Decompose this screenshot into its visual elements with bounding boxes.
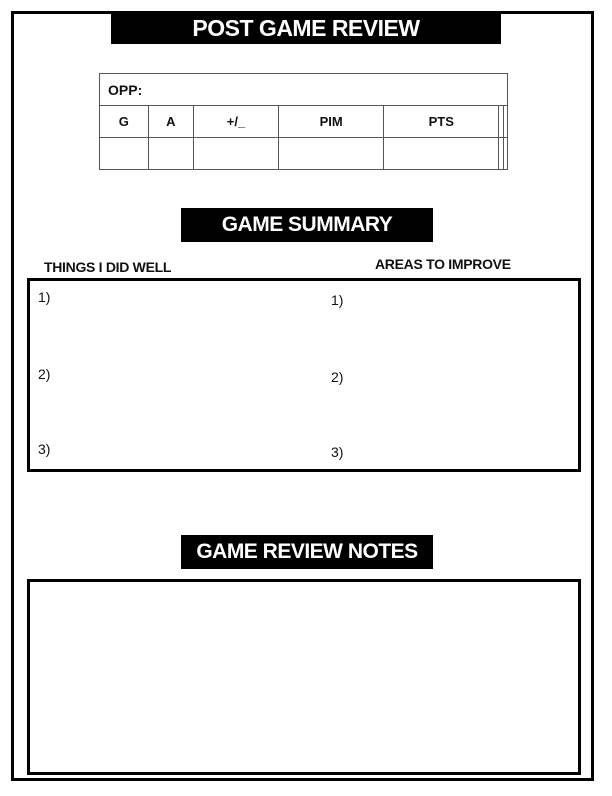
- col-header-assists: A: [148, 106, 193, 138]
- things-did-well-label: THINGS I DID WELL: [44, 259, 172, 275]
- did-well-item-3: 3): [38, 441, 51, 457]
- pim-value[interactable]: [278, 138, 383, 170]
- stats-table: [99, 73, 508, 170]
- improve-item-1: 1): [331, 292, 344, 308]
- game-review-notes-box[interactable]: [27, 579, 581, 775]
- goals-value[interactable]: [100, 138, 149, 170]
- assists-value[interactable]: [148, 138, 193, 170]
- col-header-points: PTS: [384, 106, 499, 138]
- stats-value-row: [100, 138, 508, 170]
- col-header-blank-2: [503, 106, 507, 138]
- points-value[interactable]: [384, 138, 499, 170]
- game-summary-heading: GAME SUMMARY: [181, 208, 433, 242]
- opponent-field[interactable]: [100, 74, 508, 106]
- game-summary-box[interactable]: [27, 278, 581, 472]
- col-header-plus-minus: +/_: [194, 106, 279, 138]
- improve-item-2: 2): [331, 369, 344, 385]
- stats-header-row: [100, 106, 508, 138]
- col-header-pim: PIM: [278, 106, 383, 138]
- game-review-notes-heading: GAME REVIEW NOTES: [181, 535, 433, 569]
- plus-minus-value[interactable]: [194, 138, 279, 170]
- blank-value-2[interactable]: [503, 138, 507, 170]
- col-header-goals: G: [100, 106, 149, 138]
- did-well-item-1: 1): [38, 289, 51, 305]
- opponent-label: OPP:: [108, 81, 143, 98]
- areas-to-improve-label: AREAS TO IMPROVE: [375, 256, 511, 272]
- did-well-item-2: 2): [38, 366, 51, 382]
- improve-item-3: 3): [331, 444, 344, 460]
- page-title: POST GAME REVIEW: [111, 12, 501, 44]
